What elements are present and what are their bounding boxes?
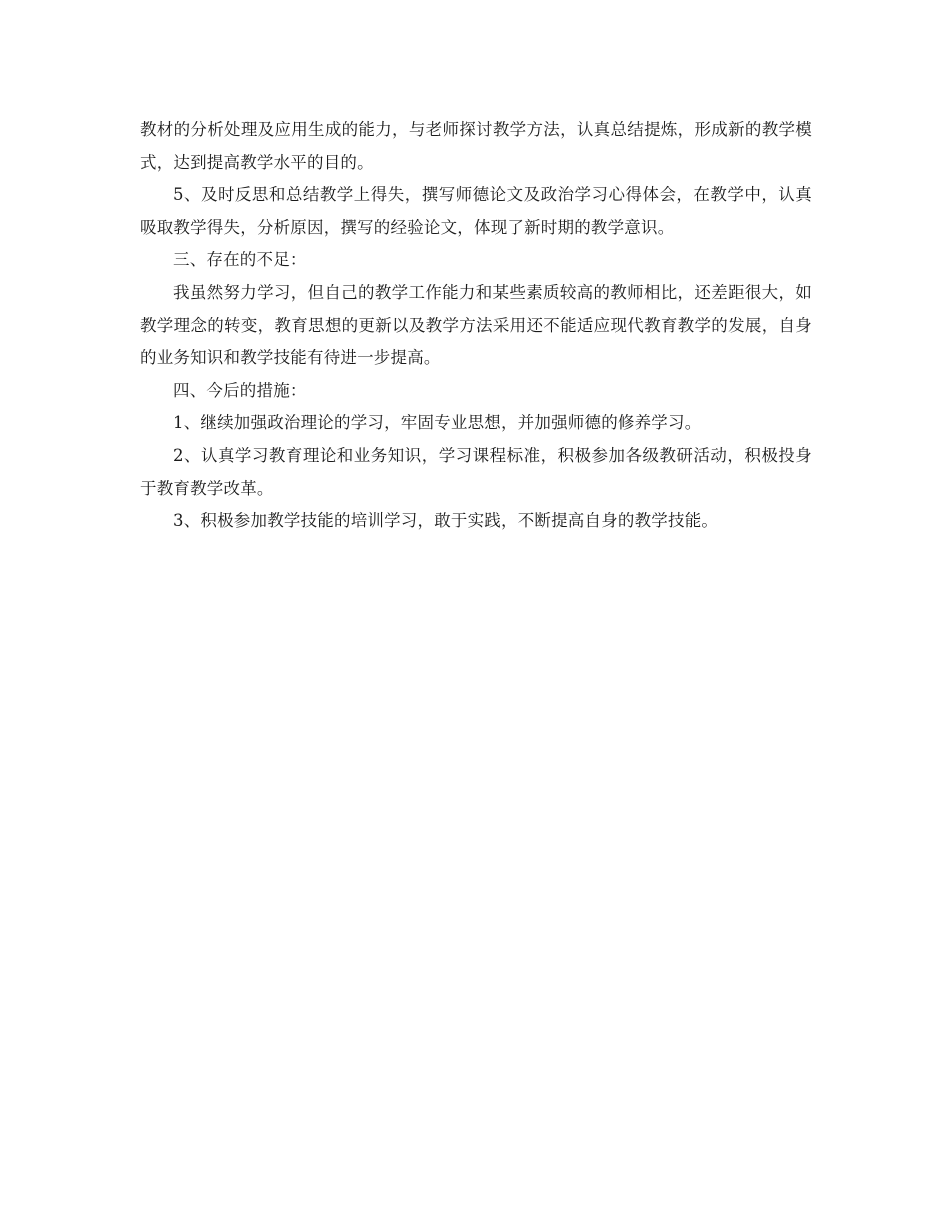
paragraph-item-5: 5、及时反思和总结教学上得失，撰写师德论文及政治学习心得体会，在教学中，认真吸取教学得失，分析原因，撰写的经验论文，体现了新时期的教学意识。 <box>140 185 812 237</box>
paragraph-continuation: 教材的分析处理及应用生成的能力，与老师探讨教学方法，认真总结提炼，形成新的教学模式，达到提高教学水平的目的。 <box>140 120 812 172</box>
document-body <box>140 114 812 538</box>
paragraph-measure-1: 1、继续加强政治理论的学习，牢固专业思想，并加强师德的修养学习。 <box>173 413 702 433</box>
paragraph-shortcomings: 我虽然努力学习，但自己的教学工作能力和某些素质较高的教师相比，还差距很大，如教学理念的转变，教育思想的更新以及教学方法采用还不能适应现代教育教学的发展，自身的业务知识和教学技能有待进一步提高。 <box>140 282 812 368</box>
paragraph-measure-3: 3、积极参加教学技能的培训学习，敢于实践，不断提高自身的教学技能。 <box>173 511 719 531</box>
paragraph-measure-2: 2、认真学习教育理论和业务知识，学习课程标准，积极参加各级教研活动，积极投身于教育教学改革。 <box>140 445 812 498</box>
section-heading-shortcomings: 三、存在的不足： <box>173 250 307 270</box>
section-heading-measures: 四、今后的措施： <box>173 380 307 400</box>
